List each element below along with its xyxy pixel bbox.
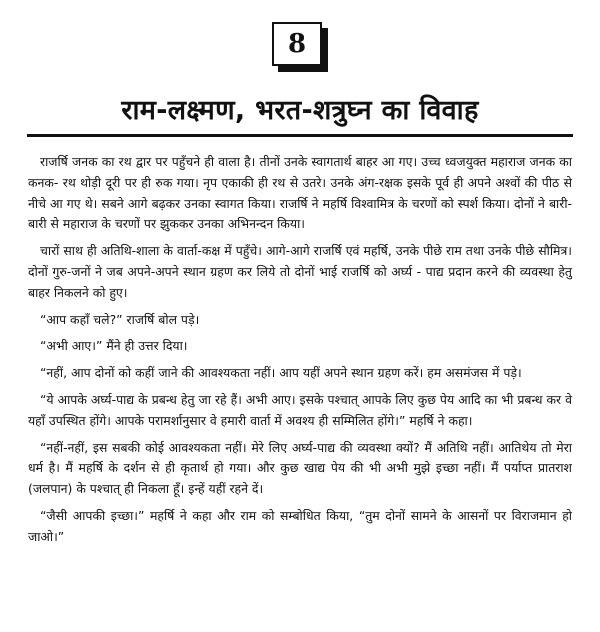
chapter-body	[28, 152, 572, 554]
paragraph-5: “नहीं, आप दोनों को कहीं जाने की आवश्यकता नहीं। आप यहीं अपने स्थान ग्रहण करें। हम असमंजस में पड़े।	[40, 365, 522, 381]
paragraph-4: “अभी आए।” मैंने ही उत्तर दिया।	[40, 338, 188, 354]
paragraph-8: “जैसी आपकी इच्छा।” महर्षि ने कहा और राम को सम्बोधित किया, “तुम दोनों सामने के आसनों पर विराजमान हो जाओ।”	[28, 507, 572, 544]
chapter-number-box	[272, 22, 330, 74]
title-underline	[27, 134, 573, 137]
paragraph-2: चारों साथ ही अतिथि-शाला के वार्ता-कक्ष में पहुँचे। आगे-आगे राजर्षि एवं महर्षि, उनके पीछे राम तथा उनके पीछे सौमित्र। दोनों गुरु-जनों ने जब अपने-अपने स्थान ग्रहण कर लिये तो दोनों भाई राजर्षि को अर्घ्य - पाद्य प्रदान करने की व्यवस्था हेतु बाहर निकलने को हुए।	[28, 243, 572, 300]
chapter-title: राम-लक्ष्मण, भरत-शत्रुघ्न का विवाह	[121, 95, 479, 126]
chapter-number: 8	[272, 22, 322, 66]
paragraph-6: “ये आपके अर्घ्य-पाद्य के प्रबन्ध हेतु जा रहे हैं। अभी आए। इसके पश्चात् आपके लिए कुछ पेय आदि का भी प्रबन्ध कर वे यहाँ उपस्थित होंगे। आपके परामर्शानुसार वे हमारी वार्ता में अवश्य ही सम्मिलित होंगे।” महर्षि ने कहा।	[28, 391, 572, 428]
paragraph-3: “आप कहाँ चले?” राजर्षि बोल पड़े।	[40, 311, 200, 327]
paragraph-1: राजर्षि जनक का रथ द्वार पर पहुँचने ही वाला है। तीनों उनके स्वागतार्थ बाहर आ गए। उच्च ध्वजयुक्त महाराज जनक का कनक- रथ थोड़ी दूरी पर ही रुक गया। नृप एकाकी ही रथ से उतरे। उनके अंग-रक्षक इसके पूर्व ही अपने अश्वों की पीठ से नीचे आ गए थे। सबने आगे बढ़कर उनका स्वागत किया। राजर्षि ने महर्षि विश्वामित्र के चरणों को स्पर्श किया। दोनों ने बारी-बारी से महाराज के चरणों पर झुककर उनका अभिनन्दन किया।	[28, 154, 572, 232]
paragraph-7: “नहीं-नहीं, इस सबकी कोई आवश्यकता नहीं। मेरे लिए अर्घ्य-पाद्य की व्यवस्था क्यों? मैं अतिथि नहीं। आतिथेय तो मेरा धर्म है। मैं महर्षि के दर्शन से ही कृतार्थ हो गया। और कुछ खाद्य पेय की भी अभी मुझे इच्छा नहीं। मैं पर्याप्त प्रातराश (जलपान) के पश्चात् ही निकला हूँ। इन्हें यहीं रहने दें।	[28, 439, 572, 497]
